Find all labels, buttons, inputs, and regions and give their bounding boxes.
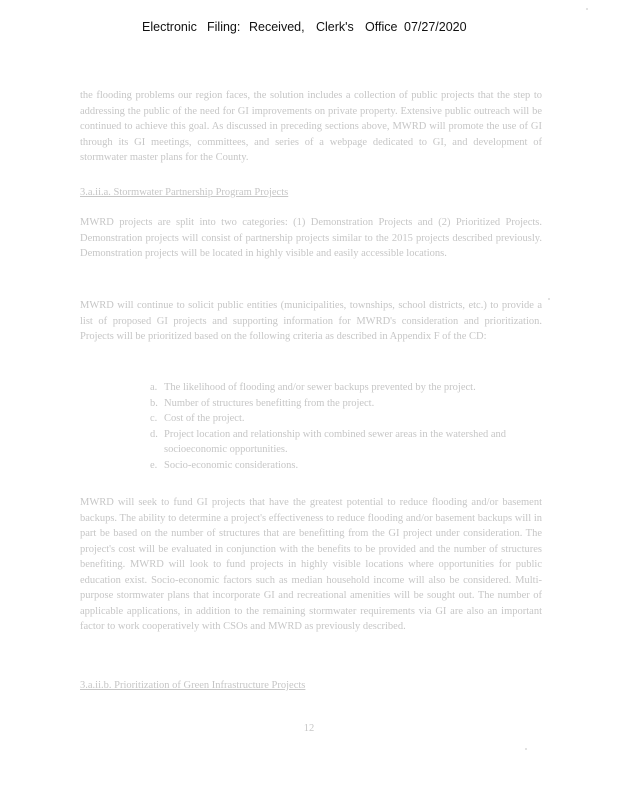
section-heading-partnership-projects: 3.a.ii.a. Stormwater Partnership Program Projects xyxy=(80,187,289,198)
body-paragraph-2: MWRD projects are split into two categories: (1) Demonstration Projects and (2) Prioritized Projects. Demonstration projects will consist of partnership projects similar to the 2015 projects described previously. Demonstration projects will be located in highly visible and easily accessible locations. xyxy=(80,217,542,259)
section-heading-prioritization: 3.a.ii.b. Prioritization of Green Infrastructure Projects xyxy=(80,680,306,691)
criteria-list-marker: c. xyxy=(150,413,158,424)
criteria-list-item xyxy=(150,458,535,474)
scan-speck xyxy=(525,748,527,750)
criteria-list-text: The likelihood of flooding and/or sewer backups prevented by the project. xyxy=(164,382,476,393)
body-paragraph-3: MWRD will continue to solicit public entities (municipalities, townships, school districts, etc.) to provide a list of proposed GI projects and supporting information for MWRD's consideration and prioritization. Projects will be prioritized based on the following criteria as described in Appendix F of the CD: xyxy=(80,300,542,342)
criteria-list-item xyxy=(150,427,535,458)
criteria-list-text: Number of structures benefitting from the project. xyxy=(164,397,375,409)
scan-speck xyxy=(548,298,550,300)
header-word-office: Office xyxy=(365,20,398,34)
criteria-list-item xyxy=(150,411,535,427)
prioritization-criteria-list xyxy=(150,380,535,473)
scan-speck xyxy=(586,8,588,10)
header-word-filing: Filing: xyxy=(207,20,241,34)
body-paragraph-4: MWRD will seek to fund GI projects that have the greatest potential to reduce flooding and/or basement backups. The ability to determine a project's effectiveness to reduce flooding and/or basement backups will in part be based on the number of structures that are benefitting from the GI project under consideration. The project's cost will be evaluated in conjunction with the benefits to be provided and the number of structures benefiting. MWRD will look to fund projects in highly visible locations where opportunities for public education exist. Socio-economic factors such as median household income will also be considered. Multi-purpose stormwater plans that incorporate GI and recreational amenities will be sought out. The number of applicable applications, in addition to the remaining stormwater requirements via GI are also an important factor to work cooperatively with CSOs and MWRD as previously described. xyxy=(80,497,542,632)
header-word-received: Received, xyxy=(249,20,305,34)
page-number: 12 xyxy=(303,723,315,734)
criteria-list-marker: a. xyxy=(150,382,158,393)
header-date: 07/27/2020 xyxy=(404,20,467,34)
criteria-list-text: Cost of the project. xyxy=(164,413,245,424)
criteria-list-marker: d. xyxy=(150,428,158,440)
criteria-list-item xyxy=(150,380,535,396)
header-word-electronic: Electronic xyxy=(142,20,197,34)
body-paragraph-1: the flooding problems our region faces, the solution includes a collection of public projects that the step to addressing the public of the need for GI improvements on private property. Extensive public outreach will be continued to achieve this goal. As discussed in preceding sections above, MWRD will promote the use of GI through its GI meetings, committees, and series of a webpage dedicated to GI, and development of stormwater master plans for the County. xyxy=(80,90,542,163)
header-word-clerks: Clerk's xyxy=(316,20,354,34)
criteria-list-marker: b. xyxy=(150,397,158,409)
criteria-list-text: Project location and relationship with combined sewer areas in the watershed and socioeconomic opportunities. xyxy=(164,428,507,455)
criteria-list-item xyxy=(150,396,535,412)
criteria-list-marker: e. xyxy=(150,459,158,471)
criteria-list-text: Socio-economic considerations. xyxy=(164,459,299,471)
